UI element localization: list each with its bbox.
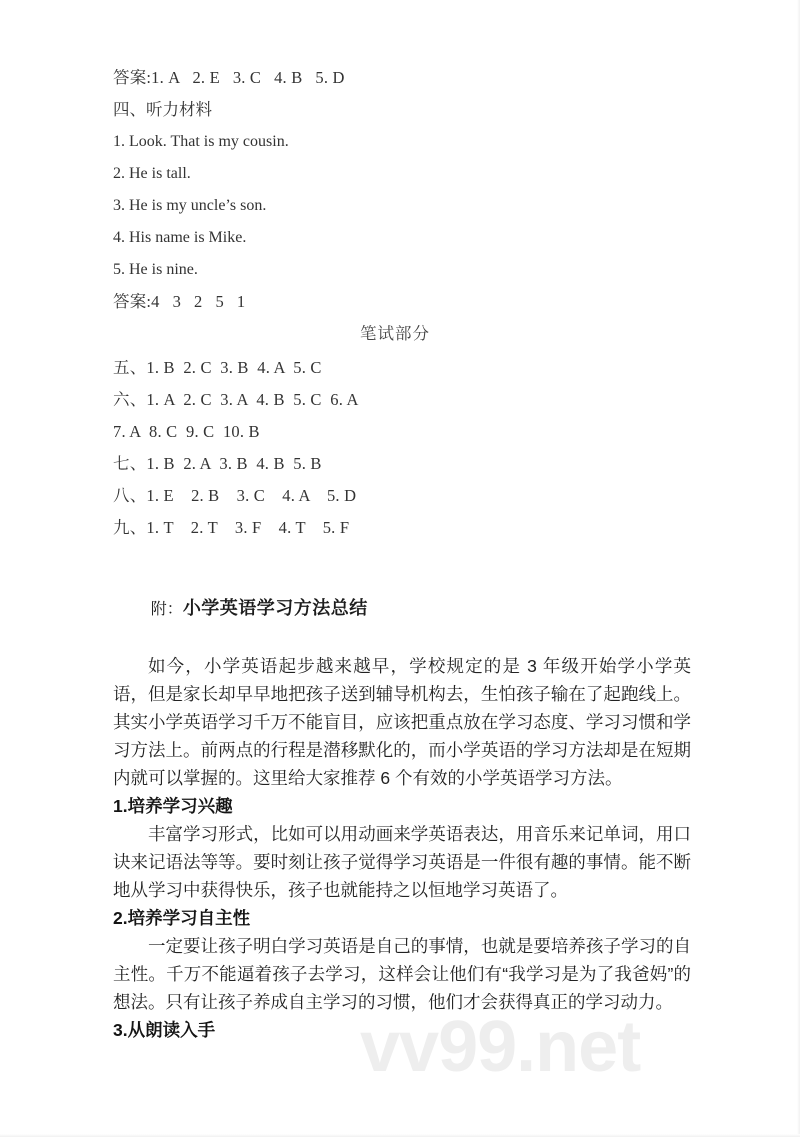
written-answer-row-8: 八、1. E 2. B 3. C 4. A 5. D — [113, 486, 357, 505]
listening-answer-line: 答案:1. A 2. E 3. C 4. B 5. D — [113, 68, 345, 87]
appendix-section-1-text: 丰富学习形式，比如可以用动画来学英语表达，用音乐来记单词，用口诀来记语法等等。要时刻让孩子觉得学习英语是一件很有趣的事情。能不断地从学习中获得快乐，孩子也就能持之以恒地学习英语了。 — [113, 824, 691, 900]
listening-section-heading: 四、听力材料 — [113, 100, 212, 119]
listening-material-1: 1. Look. That is my cousin. — [113, 133, 289, 150]
written-answer-row-6-cont: 7. A 8. C 9. C 10. B — [113, 422, 260, 441]
appendix-section-2-text: 一定要让孩子明白学习英语是自己的事情，也就是要培养孩子学习的自主性。千万不能逼着孩子去学习，这样会让他们有“我学习是为了我爸妈”的想法。只有让孩子养成自主学习的习惯，他们才会获得真正的学习动力。 — [113, 936, 691, 1012]
written-answer-row-5: 五、1. B 2. C 3. B 4. A 5. C — [113, 358, 322, 377]
listening-material-2: 2. He is tall. — [113, 165, 191, 182]
listening-material-5: 5. He is nine. — [113, 261, 198, 278]
appendix-section-1-heading: 1.培养学习兴趣 — [113, 796, 233, 816]
site-watermark: vv99.net — [360, 1007, 641, 1087]
appendix-section — [113, 566, 713, 1044]
listening-order-answer: 答案:4 3 2 5 1 — [113, 292, 246, 311]
written-answer-row-6: 六、1. A 2. C 3. A 4. B 5. C 6. A — [113, 390, 359, 409]
written-section-title: 笔试部分 — [360, 324, 430, 343]
appendix-section-2-heading: 2.培养学习自主性 — [113, 908, 251, 928]
document-content — [113, 62, 713, 1044]
listening-material-3: 3. He is my uncle’s son. — [113, 197, 267, 214]
appendix-intro-paragraph: 如今，小学英语起步越来越早，学校规定的是 3 年级开始学小学英语，但是家长却早早地把孩子送到辅导机构去，生怕孩子输在了起跑线上。其实小学英语学习千万不能盲目，应该把重点放在学习态度、学习习惯和学习方法上。前两点的行程是潜移默化的，而小学英语的学习方法却是在短期内就可以掌握的。这里给大家推荐 6 个有效的小学英语学习方法。 — [113, 656, 691, 788]
listening-material-4: 4. His name is Mike. — [113, 229, 247, 246]
appendix-section-3-heading: 3.从朗读入手 — [113, 1020, 216, 1040]
written-answer-list — [113, 352, 713, 544]
appendix-title: 小学英语学习方法总结 — [182, 598, 368, 618]
appendix-prefix: 附： — [150, 601, 183, 618]
written-answer-row-9: 九、1. T 2. T 3. F 4. T 5. F — [113, 518, 350, 537]
written-answer-row-7: 七、1. B 2. A 3. B 4. B 5. B — [113, 454, 322, 473]
appendix-title-line — [113, 566, 713, 652]
